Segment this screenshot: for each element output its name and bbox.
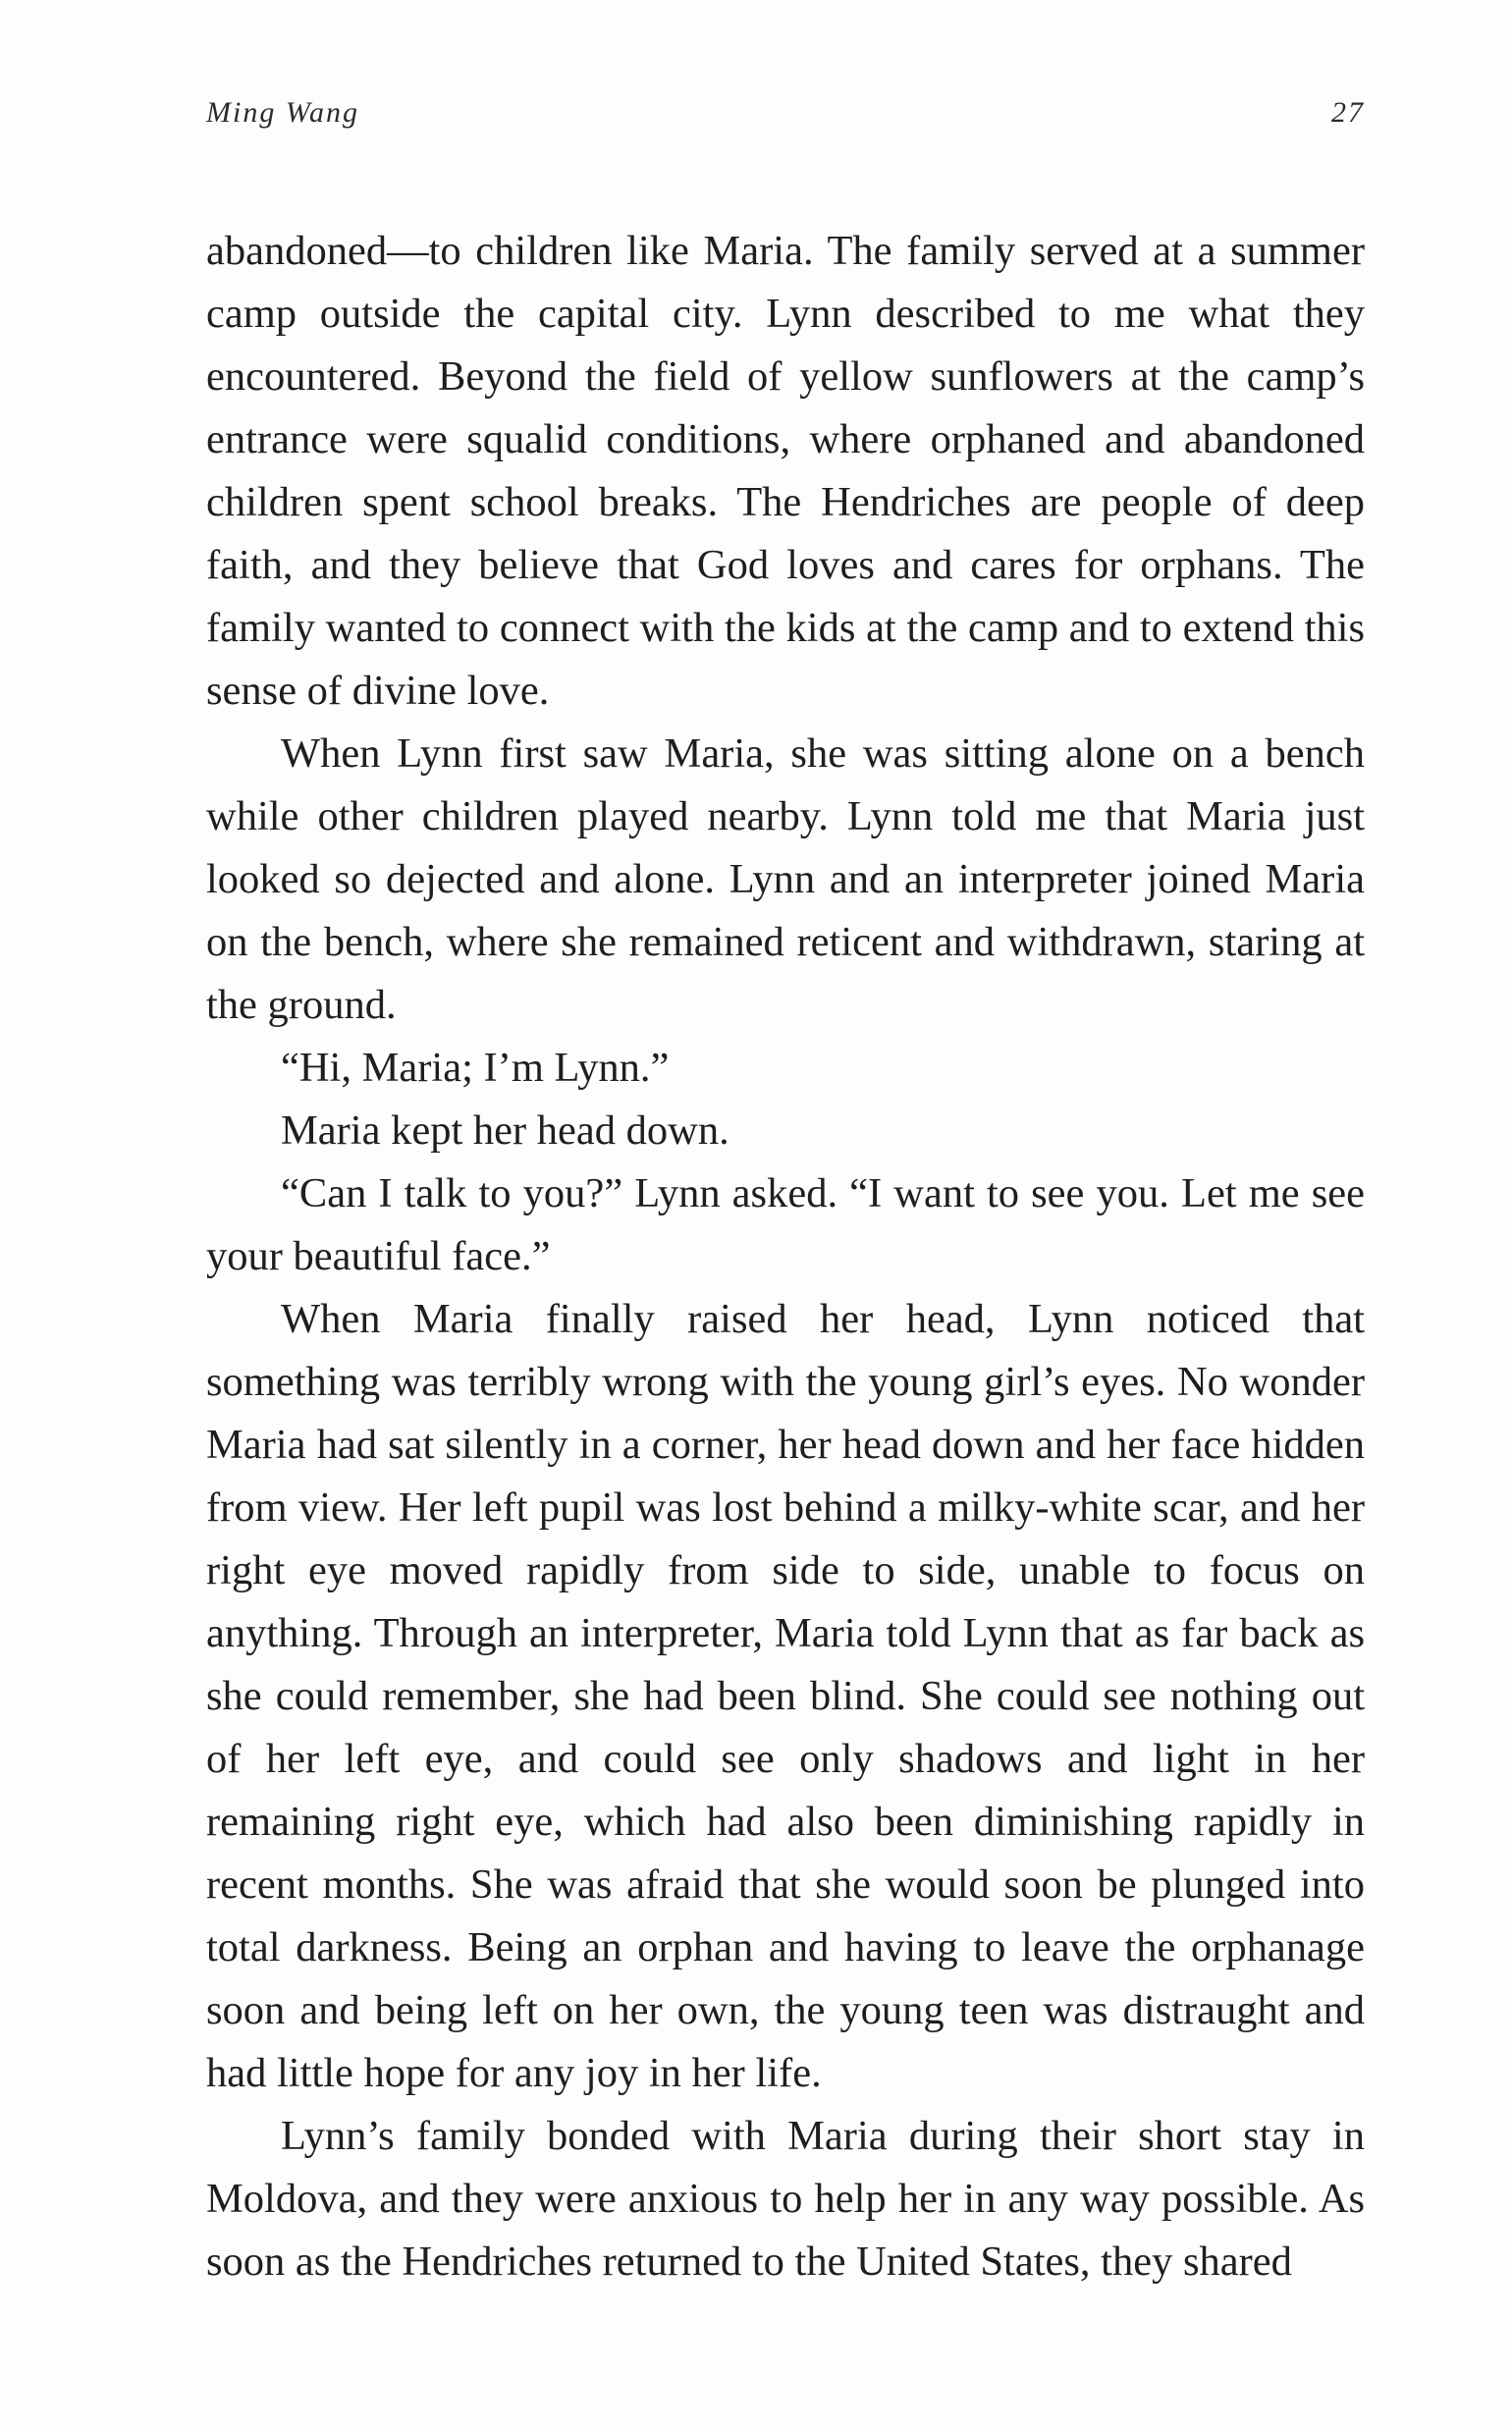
running-head-author: Ming Wang xyxy=(206,96,360,129)
paragraph: “Hi, Maria; I’m Lynn.” xyxy=(281,1045,670,1091)
body-text xyxy=(206,220,1365,2293)
paragraph: When Lynn first saw Maria, she was sitting alone on a bench while other children played nearby. Lynn told me that Maria just looked so dejected and alone. Lynn and an interpreter joined Maria on the bench, where she remained reticent and withdrawn, staring at the ground. xyxy=(206,730,1365,1028)
paragraph: “Can I talk to you?” Lynn asked. “I want to see you. Let me see your beautiful face.” xyxy=(206,1170,1365,1279)
paragraph: Lynn’s family bonded with Maria during their short stay in Moldova, and they were anxious to help her in any way possible. As soon as the Hendriches returned to the United States, they shared xyxy=(206,2113,1365,2285)
paragraph: When Maria finally raised her head, Lynn noticed that something was terribly wrong with the young girl’s eyes. No wonder Maria had sat silently in a corner, her head down and her face hidden from view. Her left pupil was lost behind a milky-white scar, and her right eye moved rapidly from side to side, unable to focus on anything. Through an interpreter, Maria told Lynn that as far back as she could remember, she had been blind. She could see nothing out of her left eye, and could see only shadows and light in her remaining right eye, which had also been diminishing rapidly in recent months. She was afraid that she would soon be plunged into total darkness. Being an orphan and having to leave the orphanage soon and being left on her own, the young teen was distraught and had little hope for any joy in her life. xyxy=(206,1296,1365,2096)
page-number: 27 xyxy=(1331,96,1365,129)
paragraph: Maria kept her head down. xyxy=(281,1107,729,1154)
paragraph: abandoned—to children like Maria. The family served at a summer camp outside the capital city. Lynn described to me what they encountered. Beyond the field of yellow sunflowers at the camp’s entrance were squalid conditions, where orphaned and abandoned children spent school breaks. The Hendriches are people of deep faith, and they believe that God loves and cares for orphans. The family wanted to connect with the kids at the camp and to extend this sense of divine love. xyxy=(206,228,1365,714)
running-head xyxy=(206,96,1365,139)
